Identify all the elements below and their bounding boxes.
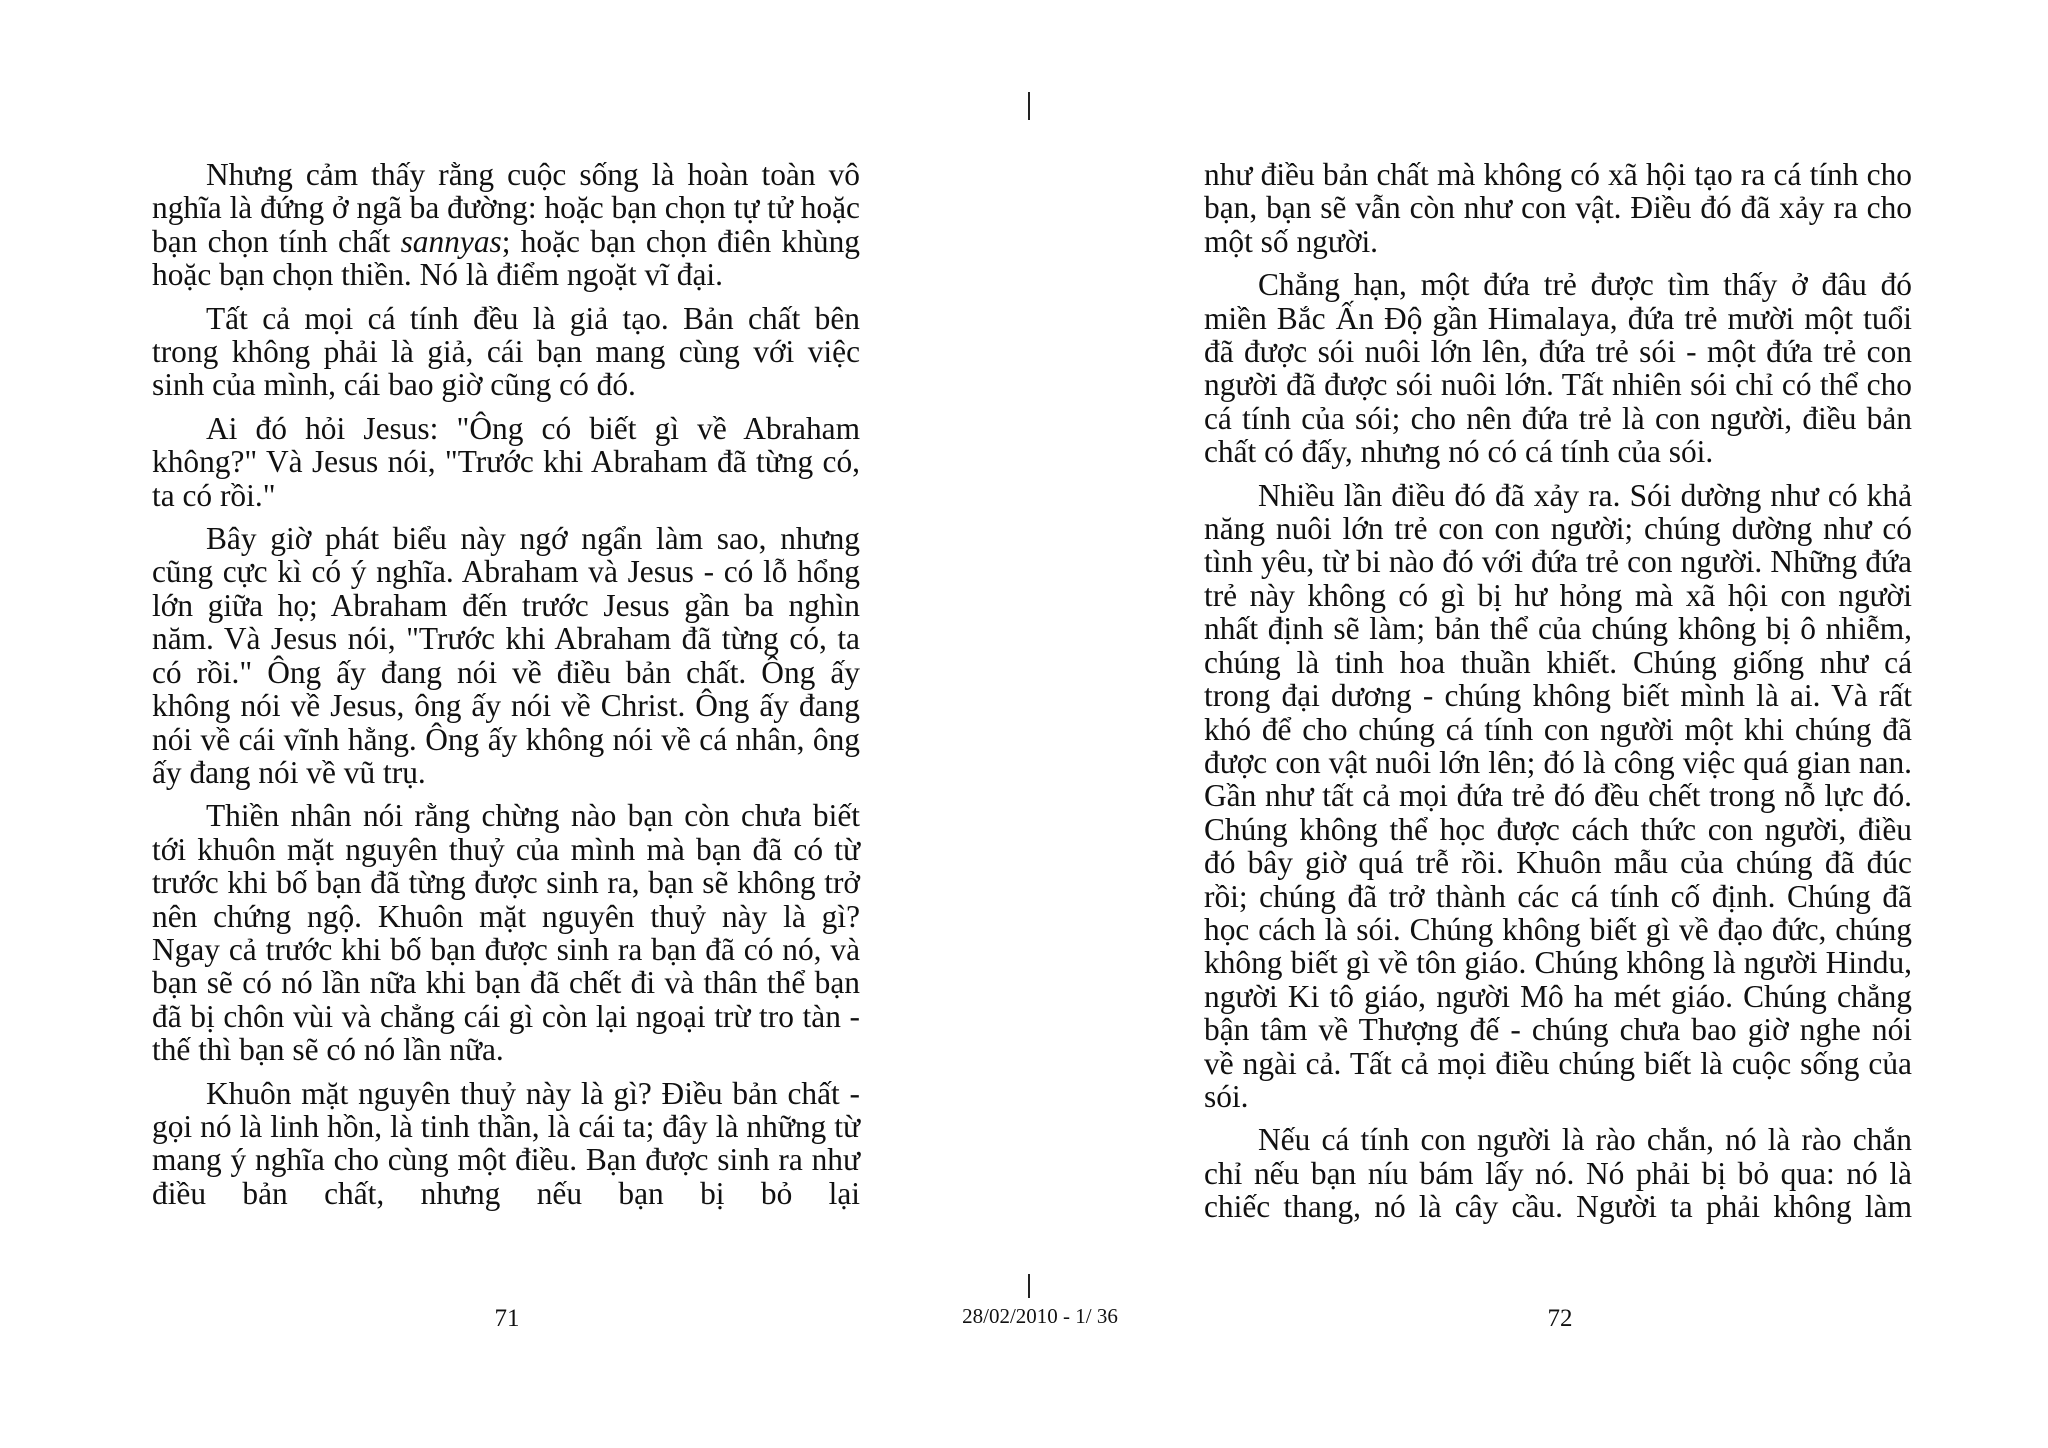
paragraph: Khuôn mặt nguyên thuỷ này là gì? Điều bản chất - gọi nó là linh hồn, là tinh thần, là cái ta; đây là những từ mang ý nghĩa cho cùng một điều. Bạn được sinh ra như điều bản chất, nhưng nếu bạn bị bỏ lại [152, 1075, 860, 1211]
footer-date: 28/02/2010 - 1/ 36 [962, 1304, 1118, 1328]
paragraph: Chẳng hạn, một đứa trẻ được tìm thấy ở đâu đó miền Bắc Ấn Độ gần Himalaya, đứa trẻ mười một tuổi đã được sói nuôi lớn lên, đứa trẻ sói - một đứa trẻ con người đã được sói nuôi lớn. Tất nhiên sói chỉ có thể cho cá tính của sói; cho nên đứa trẻ là con người, điều bản chất có đấy, nhưng nó có cá tính của sói. [1204, 267, 1912, 470]
paragraph: Bây giờ phát biểu này ngớ ngẩn làm sao, nhưng cũng cực kì có ý nghĩa. Abraham và Jesus - có lỗ hổng lớn giữa họ; Abraham đến trước Jesus gần ba nghìn năm. Và Jesus nói, "Trước khi Abraham đã từng có, ta có rồi." Ông ấy đang nói về điều bản chất. Ông ấy không nói về Jesus, ông ấy nói về Christ. Ông ấy đang nói về cái vĩnh hằng. Ông ấy không nói về cá nhân, ông ấy đang nói về vũ trụ. [152, 521, 860, 790]
page-number-left: 71 [494, 1305, 520, 1332]
paragraph: Nếu cá tính con người là rào chắn, nó là rào chắn chỉ nếu bạn níu bám lấy nó. Nó phải bị bỏ qua: nó là chiếc thang, nó là cây cầu. Người ta phải không làm [1204, 1122, 1912, 1225]
left-page [152, 158, 860, 1220]
paragraph: Tất cả mọi cá tính đều là giả tạo. Bản chất bên trong không phải là giả, cái bạn mang cùng với việc sinh của mình, cái bao giờ cũng có đó. [152, 300, 860, 403]
page-divider-bottom [1028, 1274, 1030, 1298]
page-divider-top [1028, 92, 1030, 120]
right-page [1204, 158, 1912, 1234]
paragraph: Ai đó hỏi Jesus: "Ông có biết gì về Abraham không?" Và Jesus nói, "Trước khi Abraham đã từng có, ta có rồi." [152, 410, 860, 513]
italic-term: sannyas [400, 223, 502, 259]
paragraph: Nhưng cảm thấy rằng cuộc sống là hoàn toàn vô nghĩa là đứng ở ngã ba đường: hoặc bạn chọn tự tử hoặc bạn chọn tính chất sannyas; hoặc bạn chọn điên khùng hoặc bạn chọn thiền. Nó là điểm ngoặt vĩ đại. [152, 157, 860, 293]
paragraph: Nhiều lần điều đó đã xảy ra. Sói dường như có khả năng nuôi lớn trẻ con con người; chúng dường như có tình yêu, từ bi nào đó với đứa trẻ con người. Những đứa trẻ này không có gì bị hư hỏng mà xã hội con người nhất định sẽ làm; bản thể của chúng không bị ô nhiễm, chúng là tinh hoa thuần khiết. Chúng giống như cá trong đại dương - chúng không biết mình là ai. Và rất khó để cho chúng cá tính con người một khi chúng đã được con vật nuôi lớn lên; đó là công việc quá gian nan. Gần như tất cả mọi đứa trẻ đó đều chết trong nỗ lực đó. Chúng không thể học được cách thức con người, điều đó bây giờ quá trễ rồi. Khuôn mẫu của chúng đã đúc rồi; chúng đã trở thành các cá tính cố định. Chúng đã học cách là sói. Chúng không biết gì về đạo đức, chúng không biết gì về tôn giáo. Chúng không là người Hindu, người Ki tô giáo, người Mô ha mét giáo. Chúng chẳng bận tâm về Thượng đế - chúng chưa bao giờ nghe nói về ngài cả. Tất cả mọi điều chúng biết là cuộc sống của sói. [1204, 477, 1912, 1114]
paragraph: Thiền nhân nói rằng chừng nào bạn còn chưa biết tới khuôn mặt nguyên thuỷ của mình mà bạn đã có từ trước khi bố bạn đã từng được sinh ra, bạn sẽ không trở nên chứng ngộ. Khuôn mặt nguyên thuỷ này là gì? Ngay cả trước khi bố bạn được sinh ra bạn đã có nó, và bạn sẽ có nó lần nữa khi bạn đã chết đi và thân thể bạn đã bị chôn vùi và chẳng cái gì còn lại ngoại trừ tro tàn - thế thì bạn sẽ có nó lần nữa. [152, 798, 860, 1068]
page-number-right: 72 [1547, 1305, 1573, 1332]
paragraph: như điều bản chất mà không có xã hội tạo ra cá tính cho bạn, bạn sẽ vẫn còn như con vật. Điều đó đã xảy ra cho một số người. [1204, 157, 1912, 259]
